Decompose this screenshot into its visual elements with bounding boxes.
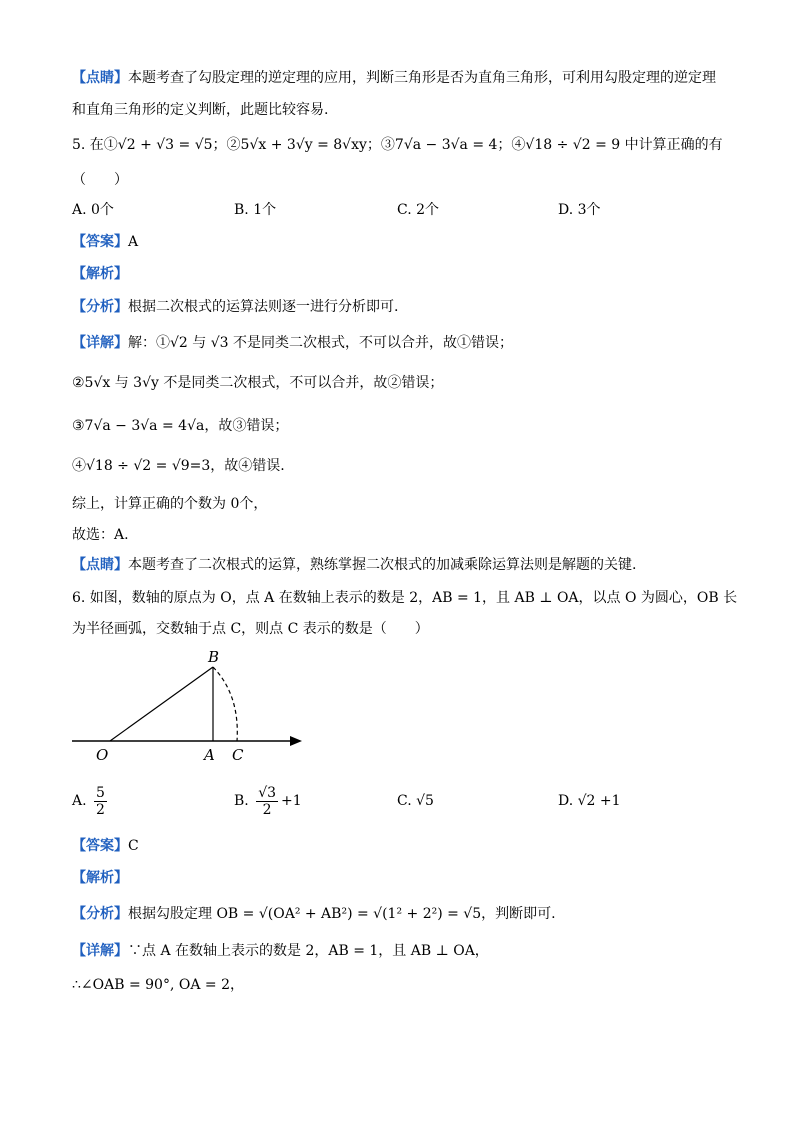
label-a: A	[204, 746, 215, 764]
axis-arrow-icon	[290, 736, 302, 746]
review-text-1: 本题考查了勾股定理的逆定理的应用，判断三角形是否为直角三角形，可利用勾股定理的逆定理	[128, 70, 716, 86]
q6-fenxi-text: 根据勾股定理 OB = √(OA² + AB²) = √(1² + 2²) = √5，判断即可.	[128, 906, 556, 922]
q5-detail-text-4: ④√18 ÷ √2 = √9=3，故④错误.	[72, 458, 285, 474]
frac-num: √3	[258, 784, 277, 801]
number-line-diagram	[70, 645, 305, 770]
answer-tag: 【答案】	[72, 838, 128, 854]
review-text-2: 和直角三角形的定义判断，此题比较容易.	[72, 102, 329, 118]
q6-fenxi	[72, 904, 556, 924]
q5-answer-value: A	[128, 234, 139, 250]
q5-blank: （ ）	[72, 172, 128, 188]
fraction-root3-2	[256, 785, 278, 818]
q5-choose-text: 故选：A.	[72, 527, 129, 543]
fraction-5-2	[94, 785, 107, 818]
q5-dianjing	[72, 555, 636, 575]
q6-option-b-tail: +1	[281, 793, 302, 809]
q5-answer	[72, 232, 138, 252]
q6-option-d-letter: D.	[558, 793, 574, 809]
q6-stem-line1	[72, 588, 737, 608]
q5-dianjing-text: 本题考查了二次根式的运算，熟练掌握二次根式的加减乘除运算法则是解题的关键.	[128, 557, 637, 573]
dianjing-tag: 【点睛】	[72, 70, 128, 86]
detail-tag: 【详解】	[72, 943, 128, 959]
q6-option-d	[558, 780, 621, 822]
q5-fenxi-text: 根据二次根式的运算法则逐一进行分析即可.	[128, 299, 399, 315]
q6-options	[72, 780, 732, 822]
q5-summary-text: 综上，计算正确的个数为 0个，	[72, 496, 268, 512]
q5-option-b: B. 1个	[234, 202, 277, 218]
label-b: B	[208, 648, 220, 666]
q5-detail-4	[72, 456, 285, 476]
q6-option-a-letter: A.	[72, 793, 87, 809]
q6-answer-value: C	[128, 838, 139, 854]
q6-option-c-letter: C.	[397, 793, 412, 809]
q5-options	[72, 199, 732, 221]
review-paragraph-line1	[72, 68, 716, 88]
fenxi-tag: 【分析】	[72, 906, 128, 922]
q6-option-b	[234, 780, 302, 822]
q6-option-b-letter: B.	[234, 793, 249, 809]
q5-option-c: C. 2个	[397, 202, 440, 218]
segment-ob	[110, 667, 213, 741]
q5-detail-1	[72, 333, 513, 353]
q6-answer	[72, 836, 139, 856]
number-line-figure	[70, 645, 305, 770]
q6-stem-text-1: 6. 如图，数轴的原点为 O，点 A 在数轴上表示的数是 2，AB = 1，且 AB ⊥ OA，以点 O 为圆心，OB 长	[72, 590, 738, 606]
q5-detail-3	[72, 416, 288, 436]
q6-stem-text-2: 为半径画弧，交数轴于点 C，则点 C 表示的数是（ ）	[72, 621, 429, 637]
analysis-tag: 【解析】	[72, 870, 128, 886]
review-paragraph-line2	[72, 100, 328, 120]
answer-tag: 【答案】	[72, 234, 128, 250]
label-c: C	[232, 746, 244, 764]
q5-detail-text-2: ②5√x 与 3√y 不是同类二次根式，不可以合并，故②错误；	[72, 375, 444, 391]
q5-detail-text-1: 解：①√2 与 √3 不是同类二次根式，不可以合并，故①错误；	[128, 335, 514, 351]
q5-paren	[72, 170, 128, 190]
q5-option-d: D. 3个	[558, 202, 601, 218]
q6-option-a	[72, 780, 110, 822]
q6-stem-line2	[72, 619, 429, 639]
label-o: O	[96, 746, 109, 764]
fenxi-tag: 【分析】	[72, 299, 128, 315]
detail-tag: 【详解】	[72, 335, 128, 351]
q5-choose	[72, 525, 129, 545]
frac-den: 2	[262, 801, 272, 818]
q5-detail-2	[72, 373, 443, 393]
q5-option-a: A. 0个	[72, 202, 114, 218]
q6-detail-2	[72, 975, 244, 995]
frac-num: 5	[96, 784, 105, 801]
dianjing-tag: 【点睛】	[72, 557, 128, 573]
q6-detail-text-1: ∵点 A 在数轴上表示的数是 2，AB = 1，且 AB ⊥ OA，	[128, 943, 489, 959]
q5-analysis-heading	[72, 264, 128, 284]
analysis-tag: 【解析】	[72, 266, 128, 282]
q6-detail-1	[72, 941, 489, 961]
q5-fenxi	[72, 297, 398, 317]
arc-bc	[213, 667, 237, 741]
q6-option-c-value: √5	[416, 793, 434, 809]
q6-analysis-heading	[72, 868, 128, 888]
q5-detail-text-3: ③7√a − 3√a = 4√a，故③错误；	[72, 418, 289, 434]
frac-den: 2	[96, 801, 105, 818]
q6-option-d-value: √2 +1	[577, 793, 621, 809]
q5-summary	[72, 494, 267, 514]
q6-detail-text-2: ∴∠OAB = 90°, OA = 2，	[72, 977, 244, 993]
q5-stem-text: 5. 在①√2 + √3 = √5；②5√x + 3√y = 8√xy；③7√a − 3√a = 4；④√18 ÷ √2 = 9 中计算正确的有	[72, 137, 723, 153]
q5-stem	[72, 135, 723, 155]
q6-option-c	[397, 780, 434, 822]
